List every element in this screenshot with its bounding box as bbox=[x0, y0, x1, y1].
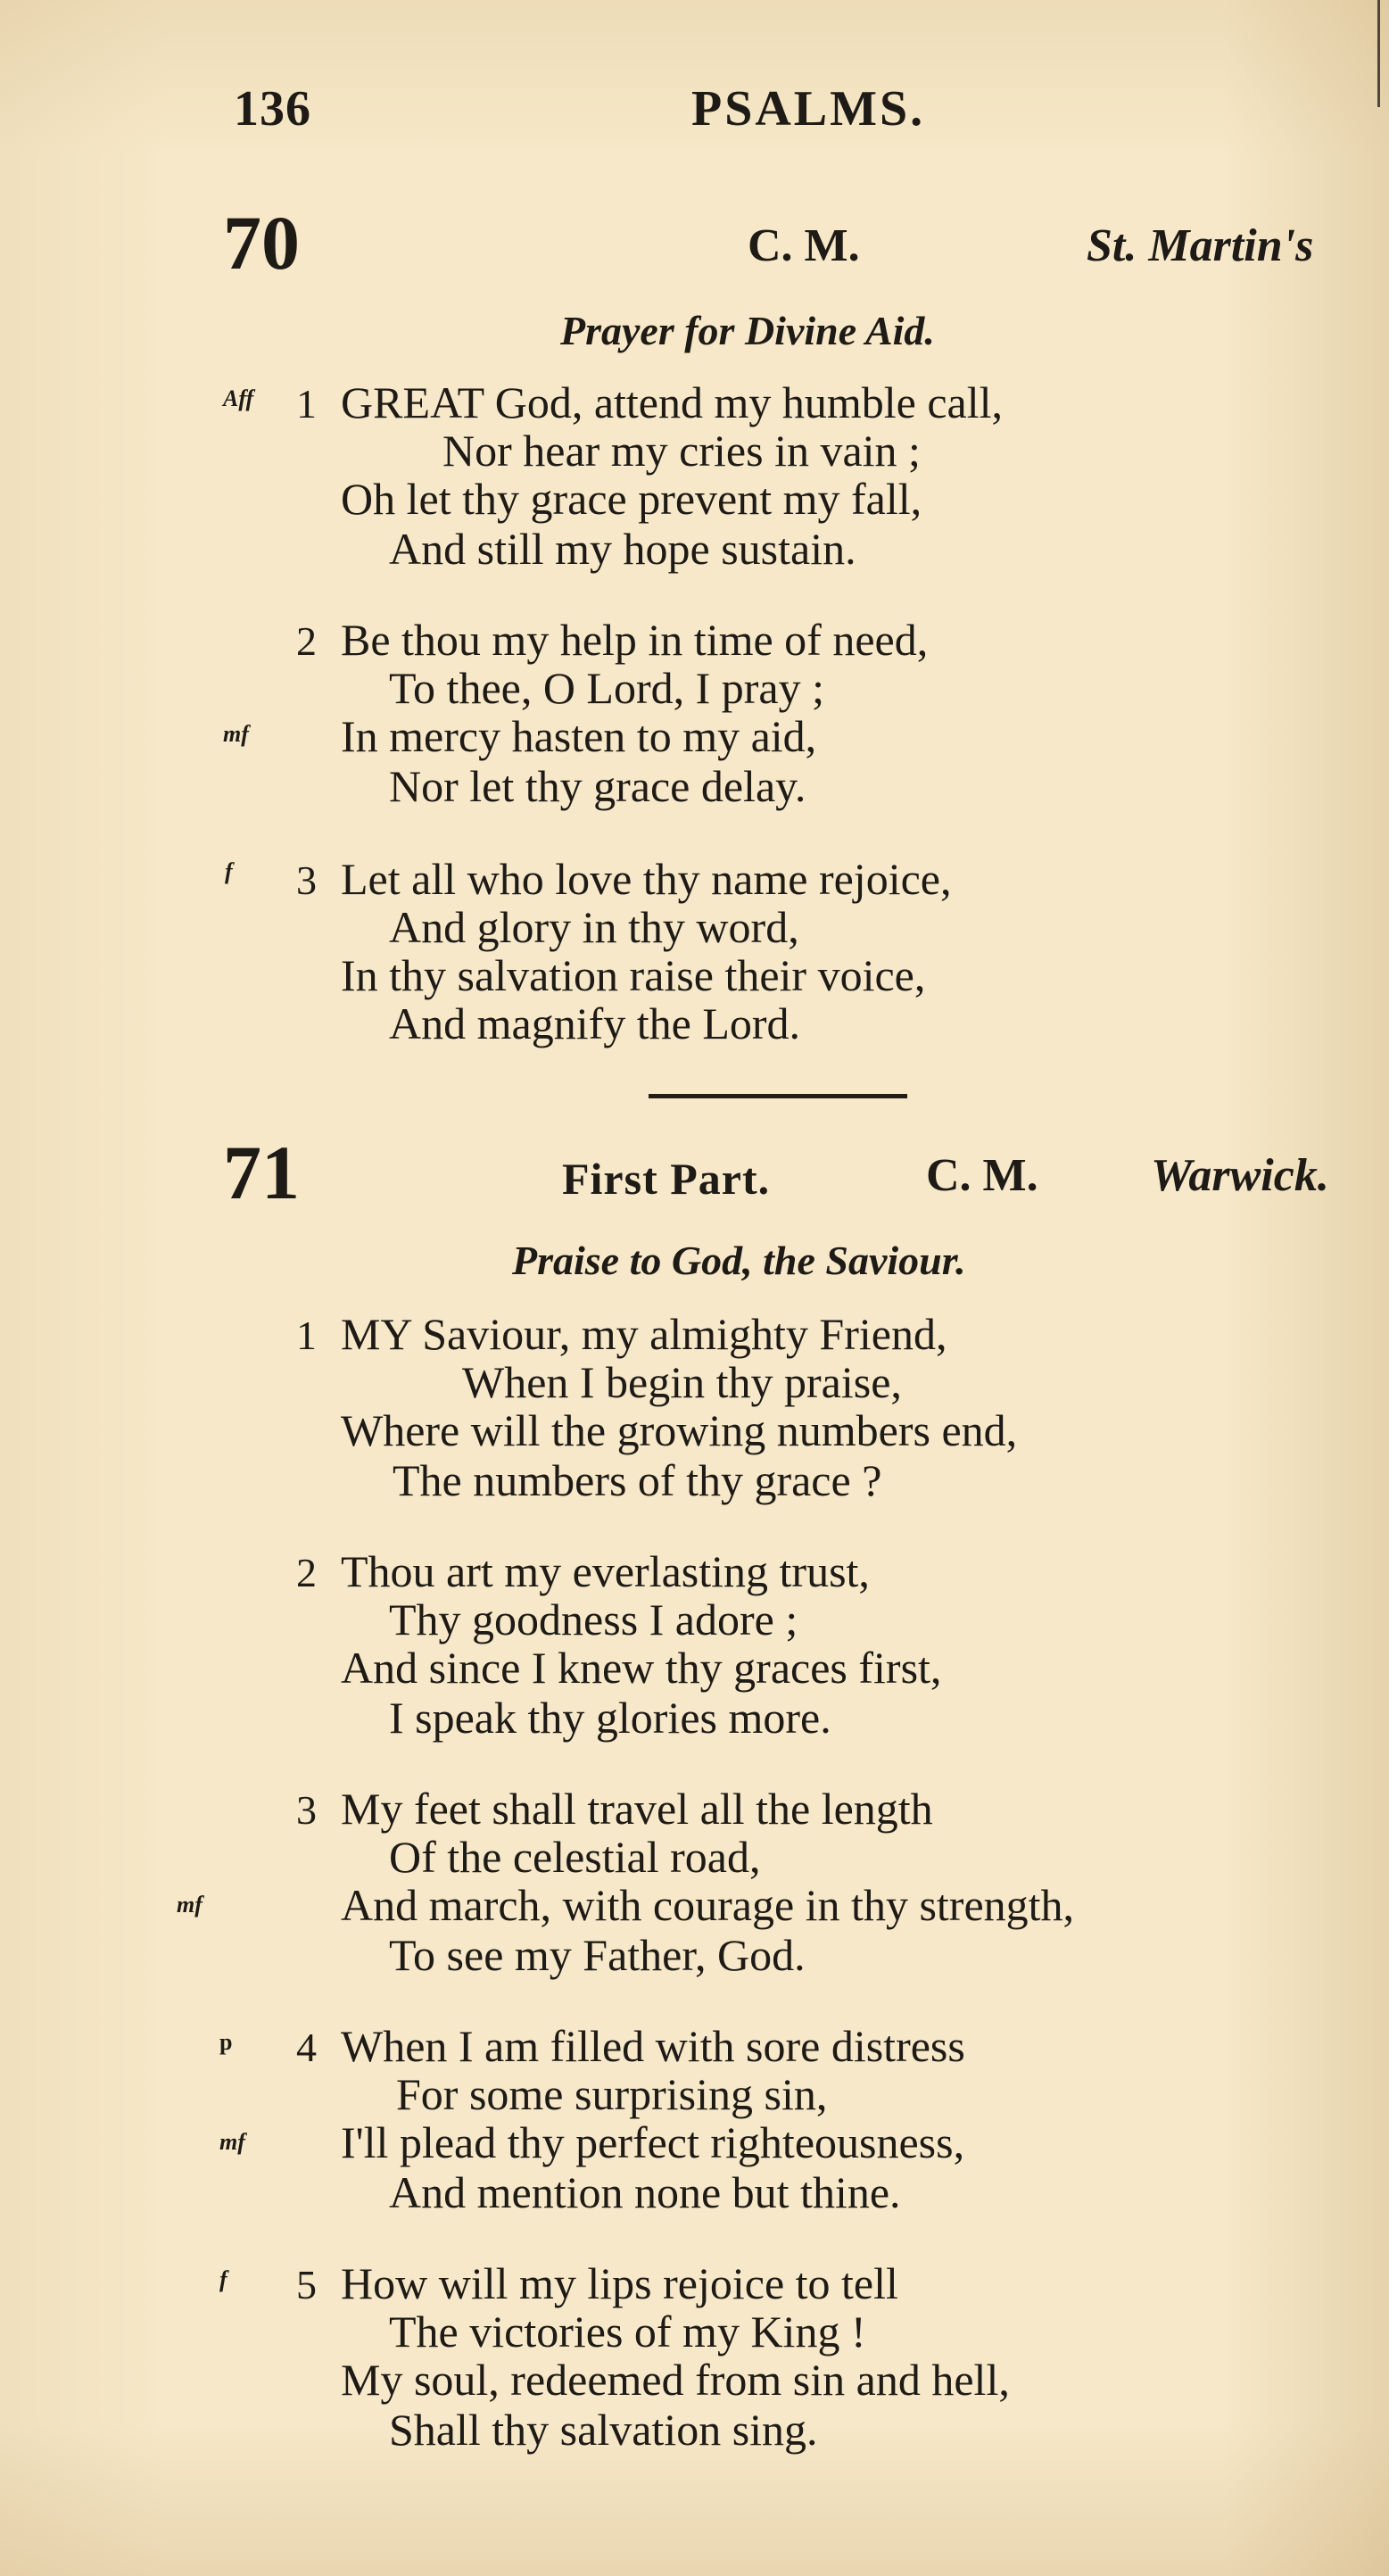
verse-number: 4 bbox=[296, 2025, 317, 2070]
verse-line: Thy goodness I adore ; bbox=[389, 1594, 798, 1644]
verse-line: And mention none but thine. bbox=[389, 2167, 901, 2217]
verse-number: 1 bbox=[296, 1313, 317, 1358]
dynamic-marking: mf bbox=[219, 2129, 245, 2155]
verse-number: 3 bbox=[296, 1787, 317, 1833]
verse-line: For some surprising sin, bbox=[396, 2069, 828, 2119]
verse-line: GREAT God, attend my humble call, bbox=[341, 377, 1004, 427]
hymn-part: First Part. bbox=[562, 1154, 771, 1204]
verse-line: I speak thy glories more. bbox=[389, 1693, 831, 1743]
verse-line: And magnify the Lord. bbox=[389, 998, 801, 1048]
verse-line: Let all who love thy name rejoice, bbox=[341, 854, 952, 904]
hymn-subtitle: Prayer for Divine Aid. bbox=[560, 308, 935, 353]
verse-line: Of the celestial road, bbox=[389, 1832, 761, 1882]
verse-line: Nor let thy grace delay. bbox=[389, 761, 806, 811]
verse-line: Nor hear my cries in vain ; bbox=[442, 426, 921, 476]
verse-line: The numbers of thy grace ? bbox=[393, 1455, 882, 1505]
verse-line: In thy salvation raise their voice, bbox=[341, 950, 926, 1000]
verse-line: And still my hope sustain. bbox=[389, 524, 856, 574]
hymn-meter: C. M. bbox=[748, 220, 860, 271]
verse-line: And march, with courage in thy strength, bbox=[341, 1880, 1075, 1930]
verse-line: The victories of my King ! bbox=[389, 2307, 866, 2357]
verse-line: I'll plead thy perfect righteousness, bbox=[341, 2117, 965, 2167]
dynamic-marking: f bbox=[225, 858, 233, 884]
verse-line: Be thou my help in time of need, bbox=[341, 615, 929, 665]
hymn-tune: Warwick. bbox=[1151, 1150, 1329, 1201]
hymn-subtitle: Praise to God, the Saviour. bbox=[512, 1238, 966, 1283]
verse-line: And since I knew thy graces first, bbox=[341, 1643, 942, 1693]
verse-line: Thou art my everlasting trust, bbox=[341, 1546, 870, 1596]
section-divider bbox=[649, 1094, 907, 1098]
hymn-tune: St. Martin's bbox=[1087, 220, 1314, 271]
verse-number: 2 bbox=[296, 618, 317, 664]
verse-line: To see my Father, God. bbox=[389, 1930, 806, 1980]
verse-line: Oh let thy grace prevent my fall, bbox=[341, 474, 922, 524]
verse-number: 5 bbox=[296, 2262, 317, 2307]
verse-number: 2 bbox=[296, 1550, 317, 1595]
verse-line: MY Saviour, my almighty Friend, bbox=[341, 1309, 947, 1359]
verse-line: And glory in thy word, bbox=[389, 902, 799, 952]
verse-line: How will my lips rejoice to tell bbox=[341, 2258, 898, 2308]
running-title: PSALMS. bbox=[691, 81, 926, 137]
verse-line: My soul, redeemed from sin and hell, bbox=[341, 2355, 1010, 2405]
verse-number: 3 bbox=[296, 857, 317, 903]
dynamic-marking: p bbox=[219, 2029, 233, 2055]
verse-line: My feet shall travel all the length bbox=[341, 1784, 933, 1834]
page-number: 136 bbox=[234, 81, 311, 137]
dynamic-marking: f bbox=[219, 2266, 227, 2292]
verse-line: Where will the growing numbers end, bbox=[341, 1405, 1018, 1455]
hymn-number: 71 bbox=[223, 1130, 300, 1215]
verse-line: When I am filled with sore distress bbox=[341, 2021, 965, 2071]
hymn-meter: C. M. bbox=[926, 1150, 1038, 1201]
page-edge bbox=[1377, 0, 1380, 107]
verse-line: To thee, O Lord, I pray ; bbox=[389, 663, 825, 713]
dynamic-marking: mf bbox=[177, 1892, 203, 1918]
verse-line: When I begin thy praise, bbox=[462, 1357, 902, 1407]
verse-line: Shall thy salvation sing. bbox=[389, 2405, 818, 2455]
dynamic-marking: Aff bbox=[223, 385, 254, 411]
dynamic-marking: mf bbox=[223, 721, 249, 747]
verse-line: In mercy hasten to my aid, bbox=[341, 711, 817, 761]
hymn-number: 70 bbox=[223, 200, 300, 286]
verse-number: 1 bbox=[296, 381, 317, 427]
